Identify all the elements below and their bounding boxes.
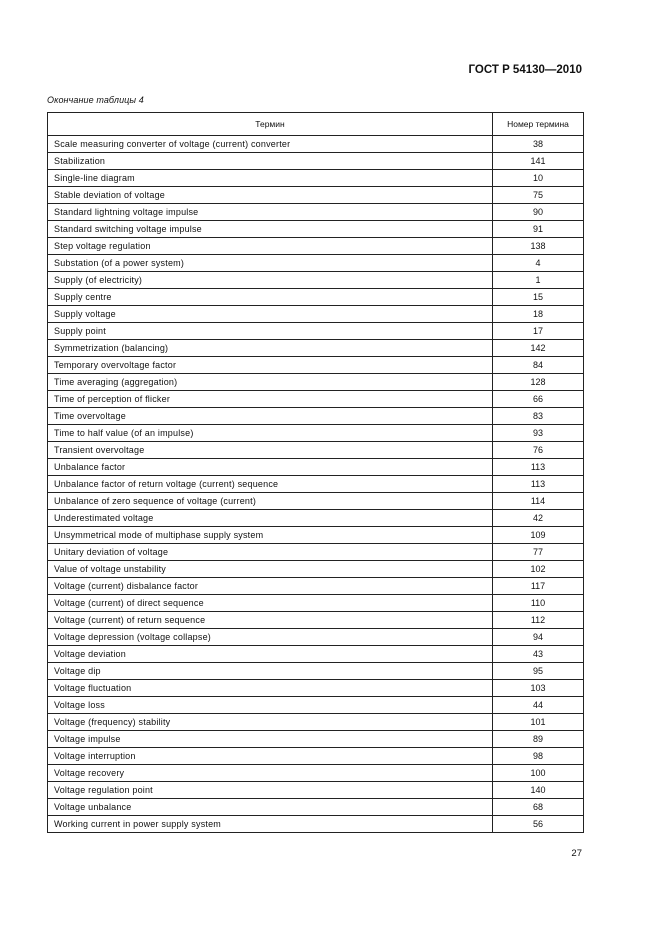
table-row bbox=[48, 187, 584, 204]
term-number-cell: 91 bbox=[493, 221, 584, 238]
term-number-cell: 1 bbox=[493, 272, 584, 289]
table-row bbox=[48, 612, 584, 629]
table-row bbox=[48, 680, 584, 697]
term-cell: Time averaging (aggregation) bbox=[48, 374, 493, 391]
term-number-cell: 56 bbox=[493, 816, 584, 833]
table-row bbox=[48, 221, 584, 238]
term-cell: Voltage dip bbox=[48, 663, 493, 680]
term-cell: Scale measuring converter of voltage (current) converter bbox=[48, 136, 493, 153]
term-cell: Unbalance factor bbox=[48, 459, 493, 476]
term-number-cell: 76 bbox=[493, 442, 584, 459]
term-cell: Voltage loss bbox=[48, 697, 493, 714]
term-number-cell: 101 bbox=[493, 714, 584, 731]
term-number-cell: 117 bbox=[493, 578, 584, 595]
term-number-cell: 114 bbox=[493, 493, 584, 510]
term-cell: Symmetrization (balancing) bbox=[48, 340, 493, 357]
table-row bbox=[48, 561, 584, 578]
table-row bbox=[48, 646, 584, 663]
table-row bbox=[48, 816, 584, 833]
term-cell: Standard switching voltage impulse bbox=[48, 221, 493, 238]
table-row bbox=[48, 663, 584, 680]
table-row bbox=[48, 306, 584, 323]
term-number-cell: 102 bbox=[493, 561, 584, 578]
term-number-cell: 112 bbox=[493, 612, 584, 629]
term-number-cell: 128 bbox=[493, 374, 584, 391]
term-cell: Voltage (frequency) stability bbox=[48, 714, 493, 731]
term-cell: Supply centre bbox=[48, 289, 493, 306]
table-row bbox=[48, 170, 584, 187]
table-row bbox=[48, 595, 584, 612]
table-row bbox=[48, 272, 584, 289]
term-number-cell: 43 bbox=[493, 646, 584, 663]
term-number-cell: 75 bbox=[493, 187, 584, 204]
term-cell: Voltage interruption bbox=[48, 748, 493, 765]
term-number-cell: 94 bbox=[493, 629, 584, 646]
term-number-cell: 18 bbox=[493, 306, 584, 323]
term-cell: Voltage fluctuation bbox=[48, 680, 493, 697]
term-number-cell: 93 bbox=[493, 425, 584, 442]
table-row bbox=[48, 204, 584, 221]
table-row bbox=[48, 323, 584, 340]
table-row bbox=[48, 442, 584, 459]
term-number-cell: 109 bbox=[493, 527, 584, 544]
term-number-cell: 66 bbox=[493, 391, 584, 408]
term-number-cell: 142 bbox=[493, 340, 584, 357]
term-cell: Time to half value (of an impulse) bbox=[48, 425, 493, 442]
column-header-term: Термин bbox=[48, 113, 493, 136]
term-cell: Unbalance of zero sequence of voltage (current) bbox=[48, 493, 493, 510]
table-row bbox=[48, 255, 584, 272]
page-number: 27 bbox=[571, 848, 582, 859]
term-number-cell: 4 bbox=[493, 255, 584, 272]
table-row bbox=[48, 731, 584, 748]
term-number-cell: 140 bbox=[493, 782, 584, 799]
term-cell: Voltage recovery bbox=[48, 765, 493, 782]
term-cell: Voltage (current) disbalance factor bbox=[48, 578, 493, 595]
term-cell: Voltage (current) of direct sequence bbox=[48, 595, 493, 612]
terms-table bbox=[47, 112, 584, 833]
table-row bbox=[48, 476, 584, 493]
term-number-cell: 100 bbox=[493, 765, 584, 782]
table-row bbox=[48, 289, 584, 306]
term-number-cell: 68 bbox=[493, 799, 584, 816]
term-cell: Voltage depression (voltage collapse) bbox=[48, 629, 493, 646]
term-cell: Voltage (current) of return sequence bbox=[48, 612, 493, 629]
term-cell: Supply (of electricity) bbox=[48, 272, 493, 289]
table-row bbox=[48, 782, 584, 799]
term-cell: Supply voltage bbox=[48, 306, 493, 323]
term-cell: Time overvoltage bbox=[48, 408, 493, 425]
term-number-cell: 44 bbox=[493, 697, 584, 714]
table-row bbox=[48, 527, 584, 544]
table-row bbox=[48, 544, 584, 561]
term-cell: Value of voltage unstability bbox=[48, 561, 493, 578]
term-number-cell: 42 bbox=[493, 510, 584, 527]
table-row bbox=[48, 629, 584, 646]
term-cell: Supply point bbox=[48, 323, 493, 340]
term-cell: Stable deviation of voltage bbox=[48, 187, 493, 204]
table-row bbox=[48, 459, 584, 476]
term-cell: Stabilization bbox=[48, 153, 493, 170]
table-row bbox=[48, 799, 584, 816]
term-number-cell: 89 bbox=[493, 731, 584, 748]
standard-code: ГОСТ Р 54130—2010 bbox=[468, 64, 582, 76]
term-number-cell: 103 bbox=[493, 680, 584, 697]
term-number-cell: 98 bbox=[493, 748, 584, 765]
term-cell: Standard lightning voltage impulse bbox=[48, 204, 493, 221]
term-number-cell: 113 bbox=[493, 476, 584, 493]
term-number-cell: 84 bbox=[493, 357, 584, 374]
term-cell: Underestimated voltage bbox=[48, 510, 493, 527]
term-number-cell: 38 bbox=[493, 136, 584, 153]
term-cell: Voltage regulation point bbox=[48, 782, 493, 799]
table-row bbox=[48, 408, 584, 425]
term-cell: Unitary deviation of voltage bbox=[48, 544, 493, 561]
term-cell: Step voltage regulation bbox=[48, 238, 493, 255]
term-number-cell: 83 bbox=[493, 408, 584, 425]
table-caption: Окончание таблицы 4 bbox=[47, 95, 144, 105]
term-number-cell: 90 bbox=[493, 204, 584, 221]
table-row bbox=[48, 340, 584, 357]
table-row bbox=[48, 238, 584, 255]
term-number-cell: 17 bbox=[493, 323, 584, 340]
term-cell: Voltage deviation bbox=[48, 646, 493, 663]
table-row bbox=[48, 697, 584, 714]
term-number-cell: 95 bbox=[493, 663, 584, 680]
table-row bbox=[48, 765, 584, 782]
table-row bbox=[48, 578, 584, 595]
table-row bbox=[48, 493, 584, 510]
term-number-cell: 138 bbox=[493, 238, 584, 255]
table-header-row bbox=[48, 113, 584, 136]
term-number-cell: 15 bbox=[493, 289, 584, 306]
term-cell: Voltage impulse bbox=[48, 731, 493, 748]
table-row bbox=[48, 357, 584, 374]
table-row bbox=[48, 748, 584, 765]
term-cell: Unbalance factor of return voltage (current) sequence bbox=[48, 476, 493, 493]
term-number-cell: 77 bbox=[493, 544, 584, 561]
table-row bbox=[48, 425, 584, 442]
term-cell: Single-line diagram bbox=[48, 170, 493, 187]
table-row bbox=[48, 136, 584, 153]
term-cell: Temporary overvoltage factor bbox=[48, 357, 493, 374]
term-cell: Voltage unbalance bbox=[48, 799, 493, 816]
term-number-cell: 141 bbox=[493, 153, 584, 170]
table-row bbox=[48, 714, 584, 731]
table-body bbox=[48, 136, 584, 833]
term-cell: Working current in power supply system bbox=[48, 816, 493, 833]
table-row bbox=[48, 510, 584, 527]
table-row bbox=[48, 391, 584, 408]
term-cell: Time of perception of flicker bbox=[48, 391, 493, 408]
column-header-number: Номер термина bbox=[493, 113, 584, 136]
term-number-cell: 10 bbox=[493, 170, 584, 187]
term-cell: Unsymmetrical mode of multiphase supply system bbox=[48, 527, 493, 544]
term-cell: Substation (of a power system) bbox=[48, 255, 493, 272]
table-row bbox=[48, 153, 584, 170]
term-number-cell: 113 bbox=[493, 459, 584, 476]
term-cell: Transient overvoltage bbox=[48, 442, 493, 459]
term-number-cell: 110 bbox=[493, 595, 584, 612]
table-row bbox=[48, 374, 584, 391]
